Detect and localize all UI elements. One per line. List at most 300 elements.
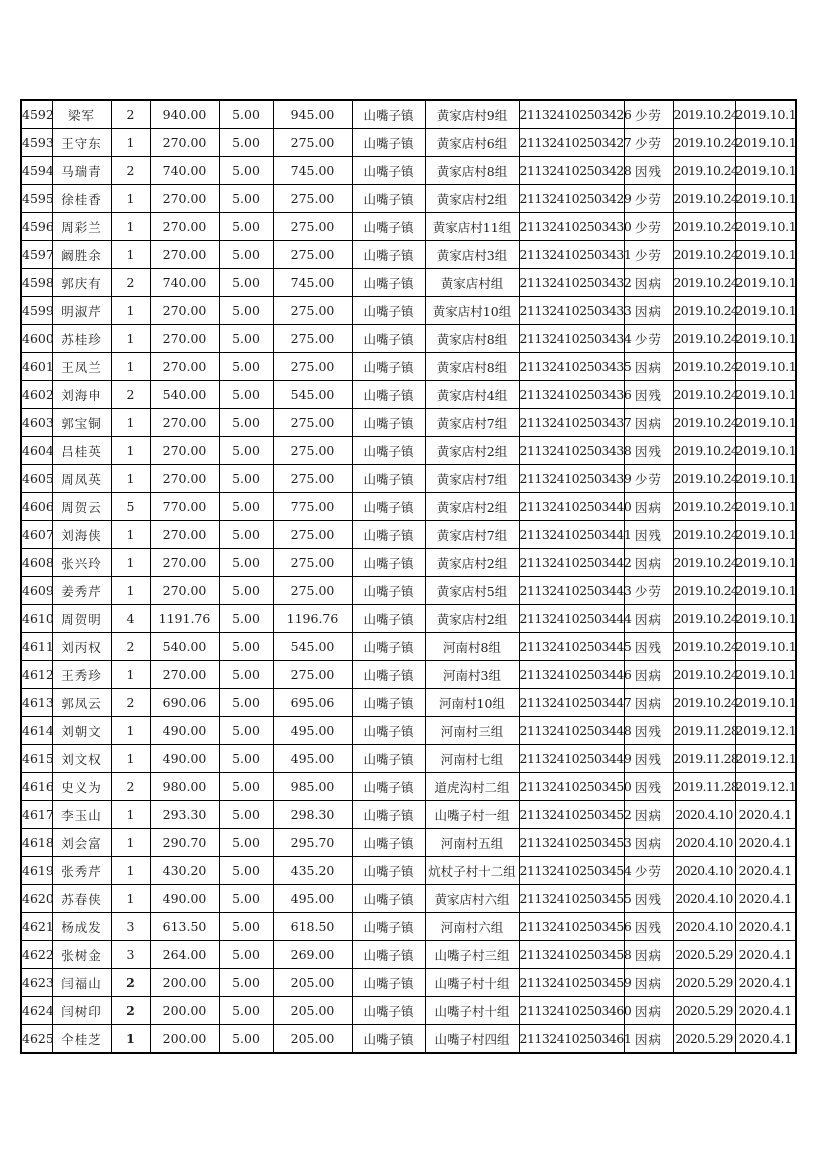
cell-adjust-amount: 5.00: [219, 465, 273, 493]
cell-adjust-amount: 5.00: [219, 185, 273, 213]
cell-seq-number: 4622: [21, 941, 52, 969]
cell-name: 刘海侠: [52, 521, 111, 549]
cell-hardship-type: 因残: [624, 717, 673, 745]
table-row: [21, 213, 796, 241]
cell-hardship-type: 少劳: [624, 185, 673, 213]
cell-village-group: 黄家店村11组: [425, 213, 519, 241]
cell-seq-number: 4609: [21, 577, 52, 605]
table-row: [21, 549, 796, 577]
cell-hardship-type: 少劳: [624, 129, 673, 157]
cell-seq-number: 4599: [21, 297, 52, 325]
cell-town: 山嘴子镇: [352, 661, 425, 689]
cell-total-amount: 275.00: [273, 549, 352, 577]
cell-village-group: 黄家店村7组: [425, 409, 519, 437]
cell-adjust-amount: 5.00: [219, 745, 273, 773]
cell-hardship-type: 因残: [624, 521, 673, 549]
cell-village-group: 黄家店村2组: [425, 605, 519, 633]
cell-adjust-amount: 5.00: [219, 773, 273, 801]
cell-name: 仐桂芝: [52, 1025, 111, 1054]
cell-village-group: 河南村8组: [425, 633, 519, 661]
cell-date-2: 2019.10.1: [735, 213, 796, 241]
cell-name: 王守东: [52, 129, 111, 157]
table-row: [21, 745, 796, 773]
table-row: [21, 885, 796, 913]
cell-town: 山嘴子镇: [352, 605, 425, 633]
cell-name: 吕桂英: [52, 437, 111, 465]
table-body: [21, 100, 796, 1053]
cell-village-group: 河南村三组: [425, 717, 519, 745]
cell-person-count: 1: [111, 717, 150, 745]
cell-date-1: 2019.10.24: [673, 297, 735, 325]
cell-date-2: 2019.10.1: [735, 100, 796, 129]
cell-name: 郭庆有: [52, 269, 111, 297]
cell-date-1: 2020.5.29: [673, 997, 735, 1025]
cell-seq-number: 4596: [21, 213, 52, 241]
cell-date-1: 2019.10.24: [673, 157, 735, 185]
cell-town: 山嘴子镇: [352, 241, 425, 269]
cell-adjust-amount: 5.00: [219, 801, 273, 829]
cell-cert-number: 211324102503439: [519, 465, 624, 493]
cell-hardship-type: 因病: [624, 297, 673, 325]
cell-town: 山嘴子镇: [352, 297, 425, 325]
cell-adjust-amount: 5.00: [219, 521, 273, 549]
cell-person-count: 2: [111, 381, 150, 409]
cell-monthly-amount: 270.00: [150, 577, 219, 605]
cell-total-amount: 945.00: [273, 100, 352, 129]
cell-cert-number: 211324102503449: [519, 745, 624, 773]
cell-cert-number: 211324102503446: [519, 661, 624, 689]
cell-monthly-amount: 270.00: [150, 325, 219, 353]
cell-total-amount: 275.00: [273, 353, 352, 381]
table-row: [21, 353, 796, 381]
cell-total-amount: 269.00: [273, 941, 352, 969]
cell-total-amount: 298.30: [273, 801, 352, 829]
cell-monthly-amount: 270.00: [150, 297, 219, 325]
cell-date-1: 2019.10.24: [673, 605, 735, 633]
table-row: [21, 857, 796, 885]
cell-name: 马瑞青: [52, 157, 111, 185]
cell-name: 王凤兰: [52, 353, 111, 381]
cell-adjust-amount: 5.00: [219, 129, 273, 157]
table-row: [21, 381, 796, 409]
cell-seq-number: 4623: [21, 969, 52, 997]
cell-cert-number: 211324102503460: [519, 997, 624, 1025]
cell-hardship-type: 因病: [624, 409, 673, 437]
cell-village-group: 黄家店村2组: [425, 549, 519, 577]
cell-total-amount: 745.00: [273, 269, 352, 297]
table-row: [21, 605, 796, 633]
cell-total-amount: 295.70: [273, 829, 352, 857]
cell-cert-number: 211324102503428: [519, 157, 624, 185]
cell-village-group: 黄家店村4组: [425, 381, 519, 409]
cell-seq-number: 4603: [21, 409, 52, 437]
cell-name: 梁军: [52, 100, 111, 129]
cell-hardship-type: 因病: [624, 941, 673, 969]
cell-seq-number: 4605: [21, 465, 52, 493]
cell-person-count: 1: [111, 857, 150, 885]
cell-hardship-type: 因残: [624, 633, 673, 661]
cell-monthly-amount: 293.30: [150, 801, 219, 829]
cell-cert-number: 211324102503435: [519, 353, 624, 381]
cell-seq-number: 4601: [21, 353, 52, 381]
cell-total-amount: 545.00: [273, 633, 352, 661]
cell-seq-number: 4598: [21, 269, 52, 297]
cell-town: 山嘴子镇: [352, 465, 425, 493]
cell-total-amount: 775.00: [273, 493, 352, 521]
cell-date-2: 2019.10.1: [735, 633, 796, 661]
cell-person-count: 2: [111, 100, 150, 129]
cell-date-2: 2020.4.1: [735, 857, 796, 885]
cell-town: 山嘴子镇: [352, 717, 425, 745]
cell-village-group: 黄家店村六组: [425, 885, 519, 913]
table-row: [21, 661, 796, 689]
cell-date-2: 2019.12.1: [735, 773, 796, 801]
cell-monthly-amount: 270.00: [150, 661, 219, 689]
cell-monthly-amount: 940.00: [150, 100, 219, 129]
cell-total-amount: 205.00: [273, 1025, 352, 1054]
cell-town: 山嘴子镇: [352, 1025, 425, 1054]
cell-seq-number: 4625: [21, 1025, 52, 1054]
cell-monthly-amount: 740.00: [150, 157, 219, 185]
cell-person-count: 2: [111, 269, 150, 297]
cell-date-1: 2019.11.28: [673, 717, 735, 745]
cell-date-2: 2019.10.1: [735, 521, 796, 549]
cell-seq-number: 4595: [21, 185, 52, 213]
cell-date-1: 2019.10.24: [673, 493, 735, 521]
cell-name: 周贺云: [52, 493, 111, 521]
cell-cert-number: 211324102503461: [519, 1025, 624, 1054]
cell-adjust-amount: 5.00: [219, 857, 273, 885]
cell-total-amount: 545.00: [273, 381, 352, 409]
cell-village-group: 黄家店村2组: [425, 437, 519, 465]
cell-hardship-type: 因病: [624, 269, 673, 297]
cell-monthly-amount: 490.00: [150, 717, 219, 745]
cell-total-amount: 745.00: [273, 157, 352, 185]
cell-hardship-type: 因残: [624, 437, 673, 465]
cell-seq-number: 4604: [21, 437, 52, 465]
cell-cert-number: 211324102503441: [519, 521, 624, 549]
cell-total-amount: 618.50: [273, 913, 352, 941]
cell-town: 山嘴子镇: [352, 689, 425, 717]
table-row: [21, 773, 796, 801]
cell-date-1: 2020.5.29: [673, 941, 735, 969]
cell-town: 山嘴子镇: [352, 773, 425, 801]
cell-person-count: 1: [111, 437, 150, 465]
cell-seq-number: 4616: [21, 773, 52, 801]
cell-total-amount: 275.00: [273, 129, 352, 157]
cell-date-1: 2020.4.10: [673, 829, 735, 857]
cell-monthly-amount: 270.00: [150, 185, 219, 213]
cell-date-1: 2019.11.28: [673, 773, 735, 801]
cell-date-1: 2019.10.24: [673, 549, 735, 577]
cell-adjust-amount: 5.00: [219, 941, 273, 969]
cell-date-2: 2020.4.1: [735, 829, 796, 857]
cell-cert-number: 211324102503433: [519, 297, 624, 325]
cell-total-amount: 695.06: [273, 689, 352, 717]
cell-hardship-type: 少劳: [624, 577, 673, 605]
cell-adjust-amount: 5.00: [219, 829, 273, 857]
cell-person-count: 1: [111, 353, 150, 381]
table-row: [21, 969, 796, 997]
cell-total-amount: 275.00: [273, 241, 352, 269]
cell-date-1: 2020.4.10: [673, 913, 735, 941]
cell-town: 山嘴子镇: [352, 493, 425, 521]
cell-town: 山嘴子镇: [352, 213, 425, 241]
cell-date-2: 2019.10.1: [735, 381, 796, 409]
cell-town: 山嘴子镇: [352, 801, 425, 829]
cell-monthly-amount: 540.00: [150, 381, 219, 409]
table-row: [21, 437, 796, 465]
cell-person-count: 1: [111, 213, 150, 241]
cell-adjust-amount: 5.00: [219, 493, 273, 521]
cell-seq-number: 4594: [21, 157, 52, 185]
cell-hardship-type: 因残: [624, 885, 673, 913]
cell-town: 山嘴子镇: [352, 325, 425, 353]
cell-cert-number: 211324102503442: [519, 549, 624, 577]
cell-town: 山嘴子镇: [352, 745, 425, 773]
cell-date-2: 2019.10.1: [735, 605, 796, 633]
cell-seq-number: 4624: [21, 997, 52, 1025]
cell-adjust-amount: 5.00: [219, 1025, 273, 1054]
cell-adjust-amount: 5.00: [219, 913, 273, 941]
cell-village-group: 道虎沟村二组: [425, 773, 519, 801]
cell-date-2: 2019.10.1: [735, 325, 796, 353]
cell-person-count: 1: [111, 577, 150, 605]
cell-hardship-type: 少劳: [624, 857, 673, 885]
cell-cert-number: 211324102503440: [519, 493, 624, 521]
cell-name: 苏春侠: [52, 885, 111, 913]
cell-hardship-type: 因病: [624, 353, 673, 381]
cell-village-group: 山嘴子村三组: [425, 941, 519, 969]
table-row: [21, 801, 796, 829]
cell-hardship-type: 因残: [624, 381, 673, 409]
cell-seq-number: 4621: [21, 913, 52, 941]
cell-name: 张树金: [52, 941, 111, 969]
cell-cert-number: 211324102503447: [519, 689, 624, 717]
cell-town: 山嘴子镇: [352, 913, 425, 941]
cell-person-count: 1: [111, 801, 150, 829]
cell-name: 杨成发: [52, 913, 111, 941]
cell-village-group: 山嘴子村一组: [425, 801, 519, 829]
cell-date-1: 2019.10.24: [673, 521, 735, 549]
cell-total-amount: 495.00: [273, 885, 352, 913]
cell-town: 山嘴子镇: [352, 269, 425, 297]
cell-hardship-type: 因残: [624, 157, 673, 185]
cell-person-count: 1: [111, 521, 150, 549]
table-row: [21, 913, 796, 941]
cell-adjust-amount: 5.00: [219, 381, 273, 409]
cell-village-group: 河南村五组: [425, 829, 519, 857]
cell-village-group: 黄家店村7组: [425, 465, 519, 493]
cell-date-2: 2019.10.1: [735, 129, 796, 157]
table-row: [21, 185, 796, 213]
cell-person-count: 1: [111, 829, 150, 857]
cell-cert-number: 211324102503444: [519, 605, 624, 633]
cell-date-2: 2019.10.1: [735, 297, 796, 325]
cell-total-amount: 275.00: [273, 577, 352, 605]
cell-hardship-type: 少劳: [624, 213, 673, 241]
cell-hardship-type: 因病: [624, 997, 673, 1025]
cell-hardship-type: 因病: [624, 605, 673, 633]
cell-date-1: 2019.10.24: [673, 661, 735, 689]
cell-person-count: 2: [111, 157, 150, 185]
cell-date-1: 2019.10.24: [673, 381, 735, 409]
cell-date-2: 2020.4.1: [735, 941, 796, 969]
cell-adjust-amount: 5.00: [219, 577, 273, 605]
cell-adjust-amount: 5.00: [219, 241, 273, 269]
cell-date-1: 2019.10.24: [673, 100, 735, 129]
cell-town: 山嘴子镇: [352, 577, 425, 605]
cell-monthly-amount: 613.50: [150, 913, 219, 941]
cell-adjust-amount: 5.00: [219, 997, 273, 1025]
cell-town: 山嘴子镇: [352, 129, 425, 157]
cell-date-2: 2020.4.1: [735, 969, 796, 997]
cell-date-1: 2019.10.24: [673, 633, 735, 661]
cell-monthly-amount: 200.00: [150, 969, 219, 997]
cell-total-amount: 495.00: [273, 745, 352, 773]
cell-date-2: 2019.10.1: [735, 185, 796, 213]
cell-monthly-amount: 740.00: [150, 269, 219, 297]
cell-monthly-amount: 270.00: [150, 465, 219, 493]
cell-name: 明淑芹: [52, 297, 111, 325]
cell-cert-number: 211324102503432: [519, 269, 624, 297]
cell-monthly-amount: 270.00: [150, 521, 219, 549]
cell-date-2: 2019.10.1: [735, 157, 796, 185]
cell-date-2: 2019.10.1: [735, 577, 796, 605]
cell-village-group: 炕杖子村十二组: [425, 857, 519, 885]
cell-person-count: 2: [111, 689, 150, 717]
cell-cert-number: 211324102503453: [519, 829, 624, 857]
cell-monthly-amount: 270.00: [150, 353, 219, 381]
cell-person-count: 2: [111, 997, 150, 1025]
table-row: [21, 941, 796, 969]
cell-hardship-type: 少劳: [624, 325, 673, 353]
cell-name: 王秀珍: [52, 661, 111, 689]
cell-total-amount: 275.00: [273, 521, 352, 549]
cell-hardship-type: 因病: [624, 689, 673, 717]
cell-name: 周凤英: [52, 465, 111, 493]
cell-total-amount: 275.00: [273, 297, 352, 325]
cell-name: 闫树印: [52, 997, 111, 1025]
cell-person-count: 1: [111, 185, 150, 213]
cell-cert-number: 211324102503456: [519, 913, 624, 941]
cell-date-1: 2019.10.24: [673, 241, 735, 269]
benefit-table: [20, 99, 797, 1054]
cell-person-count: 1: [111, 129, 150, 157]
table-row: [21, 633, 796, 661]
cell-seq-number: 4620: [21, 885, 52, 913]
cell-town: 山嘴子镇: [352, 633, 425, 661]
cell-date-1: 2019.10.24: [673, 269, 735, 297]
cell-monthly-amount: 200.00: [150, 997, 219, 1025]
cell-town: 山嘴子镇: [352, 437, 425, 465]
cell-person-count: 1: [111, 1025, 150, 1054]
cell-hardship-type: 因病: [624, 829, 673, 857]
cell-village-group: 黄家店村6组: [425, 129, 519, 157]
cell-date-1: 2019.10.24: [673, 437, 735, 465]
cell-date-2: 2019.10.1: [735, 409, 796, 437]
cell-name: 李玉山: [52, 801, 111, 829]
table-row: [21, 465, 796, 493]
cell-person-count: 2: [111, 773, 150, 801]
cell-name: 徐桂香: [52, 185, 111, 213]
cell-village-group: 黄家店村10组: [425, 297, 519, 325]
cell-person-count: 2: [111, 633, 150, 661]
cell-village-group: 山嘴子村十组: [425, 997, 519, 1025]
cell-adjust-amount: 5.00: [219, 605, 273, 633]
cell-person-count: 1: [111, 661, 150, 689]
cell-seq-number: 4618: [21, 829, 52, 857]
cell-name: 周贺明: [52, 605, 111, 633]
cell-person-count: 1: [111, 241, 150, 269]
table-row: [21, 241, 796, 269]
cell-cert-number: 211324102503429: [519, 185, 624, 213]
cell-hardship-type: 因残: [624, 745, 673, 773]
cell-date-2: 2019.10.1: [735, 437, 796, 465]
cell-seq-number: 4617: [21, 801, 52, 829]
cell-hardship-type: 少劳: [624, 465, 673, 493]
cell-date-2: 2020.4.1: [735, 1025, 796, 1054]
cell-adjust-amount: 5.00: [219, 297, 273, 325]
cell-adjust-amount: 5.00: [219, 633, 273, 661]
cell-cert-number: 211324102503459: [519, 969, 624, 997]
cell-adjust-amount: 5.00: [219, 661, 273, 689]
cell-total-amount: 435.20: [273, 857, 352, 885]
cell-monthly-amount: 290.70: [150, 829, 219, 857]
cell-village-group: 河南村六组: [425, 913, 519, 941]
cell-monthly-amount: 264.00: [150, 941, 219, 969]
cell-date-1: 2019.10.24: [673, 577, 735, 605]
cell-person-count: 1: [111, 325, 150, 353]
cell-cert-number: 211324102503430: [519, 213, 624, 241]
cell-village-group: 黄家店村8组: [425, 157, 519, 185]
cell-hardship-type: 因残: [624, 773, 673, 801]
cell-cert-number: 211324102503455: [519, 885, 624, 913]
cell-village-group: 河南村3组: [425, 661, 519, 689]
cell-cert-number: 211324102503427: [519, 129, 624, 157]
cell-hardship-type: 因残: [624, 913, 673, 941]
cell-village-group: 黄家店村8组: [425, 353, 519, 381]
cell-adjust-amount: 5.00: [219, 325, 273, 353]
cell-adjust-amount: 5.00: [219, 969, 273, 997]
cell-seq-number: 4610: [21, 605, 52, 633]
cell-cert-number: 211324102503448: [519, 717, 624, 745]
cell-date-1: 2019.10.24: [673, 129, 735, 157]
cell-date-1: 2019.11.28: [673, 745, 735, 773]
cell-date-1: 2019.10.24: [673, 409, 735, 437]
cell-hardship-type: 因病: [624, 661, 673, 689]
cell-date-1: 2019.10.24: [673, 353, 735, 381]
cell-date-1: 2019.10.24: [673, 185, 735, 213]
cell-seq-number: 4597: [21, 241, 52, 269]
cell-date-2: 2020.4.1: [735, 997, 796, 1025]
cell-date-2: 2019.10.1: [735, 269, 796, 297]
cell-town: 山嘴子镇: [352, 381, 425, 409]
cell-monthly-amount: 1191.76: [150, 605, 219, 633]
cell-monthly-amount: 690.06: [150, 689, 219, 717]
cell-name: 姜秀芹: [52, 577, 111, 605]
cell-cert-number: 211324102503443: [519, 577, 624, 605]
cell-total-amount: 205.00: [273, 997, 352, 1025]
cell-name: 刘海申: [52, 381, 111, 409]
table-row: [21, 157, 796, 185]
cell-adjust-amount: 5.00: [219, 157, 273, 185]
cell-date-2: 2019.12.1: [735, 745, 796, 773]
cell-village-group: 黄家店村2组: [425, 185, 519, 213]
cell-person-count: 1: [111, 885, 150, 913]
table-row: [21, 689, 796, 717]
cell-cert-number: 211324102503426: [519, 100, 624, 129]
